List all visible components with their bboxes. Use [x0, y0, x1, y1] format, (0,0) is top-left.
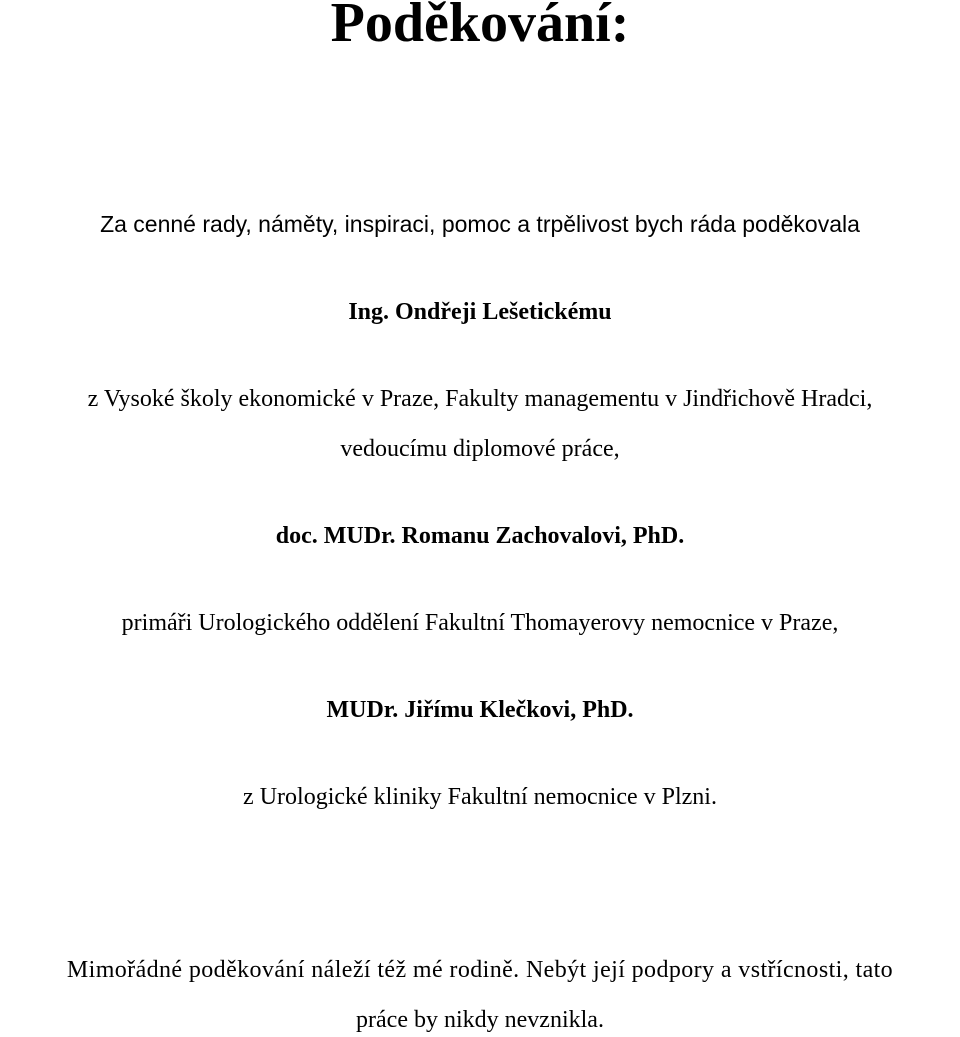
person2-name: doc. MUDr. Romanu Zachovalovi, PhD. [275, 523, 685, 549]
person2-role: primáři Urologického oddělení Fakultní Thomayerovy nemocnice v Praze, [121, 610, 839, 636]
person1-name: Ing. Ondřeji Lešetickému [348, 299, 612, 325]
page-title: Poděkování: [330, 0, 630, 54]
person1-affiliation: z Vysoké školy ekonomické v Praze, Fakulty managementu v Jindřichově Hradci, [87, 386, 873, 412]
person3-affiliation: z Urologické kliniky Fakultní nemocnice v Plzni. [243, 784, 717, 810]
person3-name: MUDr. Jiřímu Klečkovi, PhD. [326, 697, 634, 723]
family-thanks-line2: práce by nikdy nevznikla. [356, 1007, 604, 1033]
family-thanks-line1: Mimořádné poděkování náleží též mé rodině. Nebýt její podpory a vstřícnosti, tato [66, 957, 894, 983]
person1-role: vedoucímu diplomové práce, [340, 436, 620, 462]
intro-text: Za cenné rady, náměty, inspiraci, pomoc a trpělivost bych ráda poděkovala [100, 211, 860, 237]
